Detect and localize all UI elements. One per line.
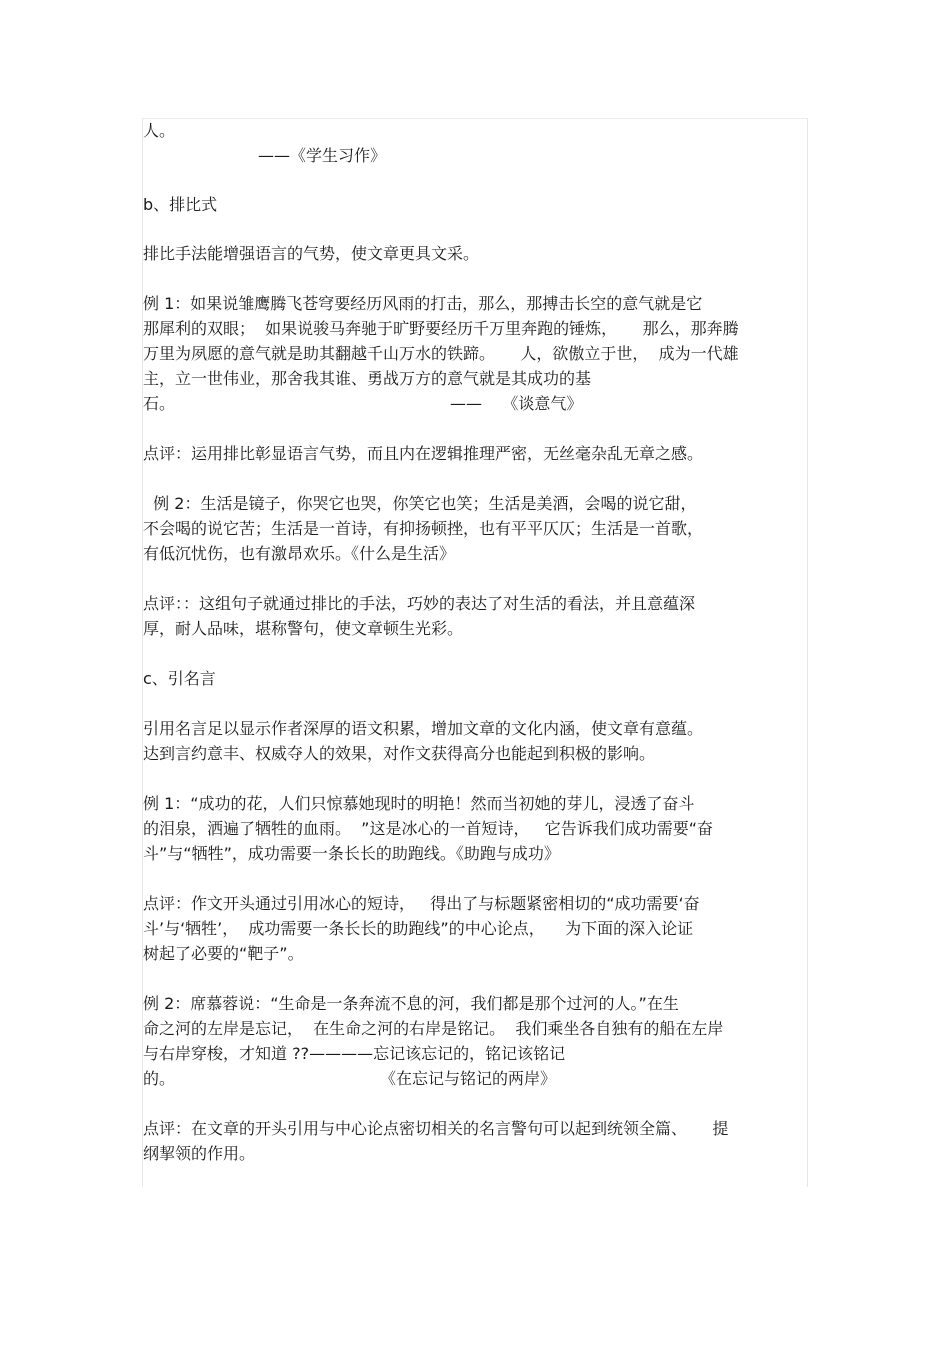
text-line: 例 1：如果说雏鹰腾飞苍穹要经历风雨的打击，那么，那搏击长空的意气就是它 (143, 294, 703, 313)
text-line: 例 2：生活是镜子，你哭它也哭，你笑它也笑；生活是美酒，会喝的说它甜， (143, 494, 697, 513)
text-line: 命之河的左岸是忘记， 在生命之河的右岸是铭记。 我们乘坐各自独有的船在左岸 (143, 1019, 724, 1038)
text-line: 例 1：“成功的花，人们只惊慕她现时的明艳！然而当初她的芽儿，浸透了奋斗 (143, 794, 695, 813)
text-line: 主，立一世伟业，那舍我其谁、勇战万方的意气就是其成功的基 (143, 369, 592, 388)
text-line: 点评：运用排比彰显语言气势，而且内在逻辑推理严密，无丝毫杂乱无章之感。 (143, 444, 704, 463)
text-line: 厚，耐人品味，堪称警句，使文章顿生光彩。 (143, 619, 464, 638)
text-line: 例 2：席慕蓉说：“生命是一条奔流不息的河，我们都是那个过河的人。”在生 (143, 994, 679, 1013)
text-line: 点评：作文开头通过引用冰心的短诗， 得出了与标题紧密相切的“成功需要‘奋 (143, 894, 700, 913)
text-line: 那犀利的双眼； 如果说骏马奔驰于旷野要经历千万里奔跑的锤炼， 那么，那奔腾 (143, 319, 739, 338)
text-line: ——《学生习作》 (258, 146, 387, 165)
text-line: 的泪泉，洒遍了牺牲的血雨。 ”这是冰心的一首短诗， 它告诉我们成功需要“奋 (143, 819, 714, 838)
text-line: 点评：在文章的开头引用与中心论点密切相关的名言警句可以起到统领全篇、 提 (143, 1119, 729, 1138)
text-line: 纲挈领的作用。 (143, 1144, 256, 1163)
text-line: 达到言约意丰、权威夺人的效果，对作文获得高分也能起到积极的影响。 (143, 744, 656, 763)
text-line: 斗’与‘牺牲’， 成功需要一条长长的助跑线”的中心论点， 为下面的深入论证 (143, 919, 694, 938)
text-line: 点评：：这组句子就通过排比的手法，巧妙的表达了对生活的看法，并且意蕴深 (143, 594, 696, 613)
source-citation: —— 《谈意气》 (450, 394, 583, 413)
text-line: 人。 (143, 121, 176, 140)
section-heading: b、排比式 (143, 195, 218, 214)
text-line: 石。 (143, 394, 176, 413)
text-line: 斗”与“牺牲”，成功需要一条长长的助跑线。《助跑与成功》 (143, 844, 560, 863)
text-line: 的。 (143, 1069, 176, 1088)
text-line: 有低沉忧伤，也有激昂欢乐。《什么是生活》 (143, 544, 456, 563)
text-line: 与右岸穿梭，才知道 ??————忘记该忘记的，铭记该铭记 (143, 1044, 566, 1063)
text-line: 不会喝的说它苦；生活是一首诗，有抑扬顿挫，也有平平仄仄；生活是一首歌， (143, 519, 704, 538)
text-line: 引用名言足以显示作者深厚的语文积累，增加文章的文化内涵，使文章有意蕴。 (143, 719, 704, 738)
source-citation: 《在忘记与铭记的两岸》 (380, 1069, 557, 1088)
text-line: 排比手法能增强语言的气势，使文章更具文采。 (143, 244, 480, 263)
text-line: 树起了必要的“靶子”。 (143, 944, 304, 963)
text-line: 万里为夙愿的意气就是助其翻越千山万水的铁蹄。 人，欲傲立于世， 成为一代雄 (143, 344, 739, 363)
section-heading: c、引名言 (143, 669, 216, 688)
